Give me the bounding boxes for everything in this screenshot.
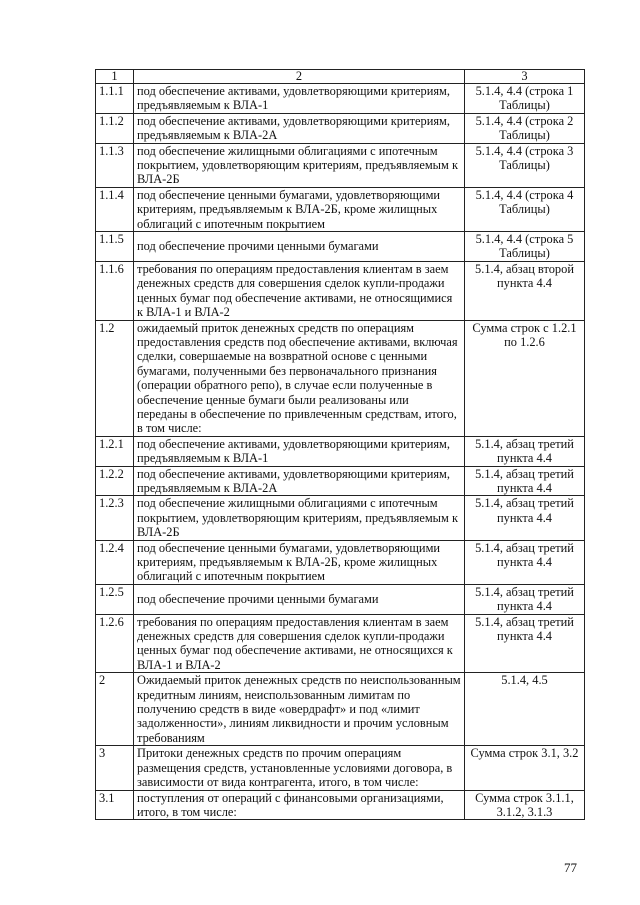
row-reference: 5.1.4, 4.4 (строка 1 Таблицы) [465, 84, 585, 114]
table-row [96, 584, 585, 614]
row-number: 1.2.6 [96, 614, 134, 673]
table-row [96, 261, 585, 320]
row-number: 1.2.3 [96, 496, 134, 540]
row-description: под обеспечение ценными бумагами, удовлетворяющими критериям, предъявляемым к ВЛА-2Б, кроме жилищных облигаций с ипотечным покрытием [134, 187, 465, 231]
row-number: 1.2 [96, 320, 134, 436]
row-reference: 5.1.4, 4.4 (строка 5 Таблицы) [465, 232, 585, 262]
liquidity-table [95, 69, 585, 820]
row-number: 1.1.6 [96, 261, 134, 320]
row-number: 3 [96, 746, 134, 790]
row-description: ожидаемый приток денежных средств по операциям предоставления средств под обеспечение активами, включая сделки, совершаемые на возвратной основе с ценными бумагами, полученными без первоначального признания (операции обратного репо), в случае если полученные в обеспечение ценные бумаги были реализованы или переданы в обеспечение по привлеченным средствам, итого, в том числе: [134, 320, 465, 436]
table-row [96, 232, 585, 262]
table-row [96, 320, 585, 436]
row-number: 1.2.5 [96, 584, 134, 614]
table-row [96, 466, 585, 496]
row-reference: 5.1.4, 4.5 [465, 673, 585, 746]
table-row [96, 436, 585, 466]
row-description: под обеспечение жилищными облигациями с ипотечным покрытием, удовлетворяющим критериям, предъявляемым к ВЛА-2Б [134, 143, 465, 187]
table-row [96, 84, 585, 114]
row-reference: 5.1.4, абзац третий пункта 4.4 [465, 496, 585, 540]
table-row [96, 790, 585, 820]
row-reference: Сумма строк с 1.2.1 по 1.2.6 [465, 320, 585, 436]
row-reference: 5.1.4, абзац третий пункта 4.4 [465, 540, 585, 584]
row-number: 1.1.5 [96, 232, 134, 262]
row-reference: 5.1.4, абзац третий пункта 4.4 [465, 466, 585, 496]
page-number: 77 [564, 860, 577, 875]
row-description: под обеспечение ценными бумагами, удовлетворяющими критериям, предъявляемым к ВЛА-2Б, кроме жилищных облигаций с ипотечным покрытием [134, 540, 465, 584]
row-reference: Сумма строк 3.1.1, 3.1.2, 3.1.3 [465, 790, 585, 820]
row-reference: 5.1.4, 4.4 (строка 4 Таблицы) [465, 187, 585, 231]
row-number: 1.1.3 [96, 143, 134, 187]
row-description: под обеспечение активами, удовлетворяющими критериям, предъявляемым к ВЛА-1 [134, 84, 465, 114]
table-row [96, 746, 585, 790]
row-description: Ожидаемый приток денежных средств по неиспользованным кредитным линиям, неиспользованным лимитам по получению средств в виде «овердрафт» и под «лимит задолженности», линиям ликвидности и прочим условным требованиям [134, 673, 465, 746]
row-reference: 5.1.4, абзац третий пункта 4.4 [465, 436, 585, 466]
row-description: требования по операциям предоставления клиентам в заем денежных средств для совершения сделок купли-продажи ценных бумаг под обеспечение активами, не относящимися к ВЛА-1 и ВЛА-2 [134, 261, 465, 320]
row-number: 1.2.2 [96, 466, 134, 496]
row-number: 1.1.4 [96, 187, 134, 231]
table-header-row [96, 70, 585, 84]
row-reference: 5.1.4, 4.4 (строка 3 Таблицы) [465, 143, 585, 187]
row-number: 2 [96, 673, 134, 746]
row-number: 3.1 [96, 790, 134, 820]
row-description: под обеспечение активами, удовлетворяющими критериям, предъявляемым к ВЛА-1 [134, 436, 465, 466]
table-row [96, 614, 585, 673]
row-number: 1.1.1 [96, 84, 134, 114]
table-row [96, 540, 585, 584]
row-reference: Сумма строк 3.1, 3.2 [465, 746, 585, 790]
row-number: 1.2.1 [96, 436, 134, 466]
row-description: Притоки денежных средств по прочим операциям размещения средств, установленные условиями договора, в зависимости от вида контрагента, итого, в том числе: [134, 746, 465, 790]
header-col-1: 1 [96, 70, 134, 84]
row-description: под обеспечение активами, удовлетворяющими критериям, предъявляемым к ВЛА-2А [134, 466, 465, 496]
header-col-2: 2 [134, 70, 465, 84]
header-col-3: 3 [465, 70, 585, 84]
table-row [96, 673, 585, 746]
row-description: поступления от операций с финансовыми организациями, итого, в том числе: [134, 790, 465, 820]
table-row [96, 143, 585, 187]
row-description: под обеспечение прочими ценными бумагами [134, 584, 465, 614]
row-description: под обеспечение прочими ценными бумагами [134, 232, 465, 262]
row-number: 1.2.4 [96, 540, 134, 584]
row-reference: 5.1.4, абзац второй пункта 4.4 [465, 261, 585, 320]
row-description: под обеспечение активами, удовлетворяющими критериям, предъявляемым к ВЛА-2А [134, 113, 465, 143]
table-row [96, 496, 585, 540]
row-reference: 5.1.4, абзац третий пункта 4.4 [465, 584, 585, 614]
row-reference: 5.1.4, 4.4 (строка 2 Таблицы) [465, 113, 585, 143]
table-row [96, 113, 585, 143]
table-row [96, 187, 585, 231]
row-number: 1.1.2 [96, 113, 134, 143]
row-description: под обеспечение жилищными облигациями с ипотечным покрытием, удовлетворяющим критериям, предъявляемым к ВЛА-2Б [134, 496, 465, 540]
row-reference: 5.1.4, абзац третий пункта 4.4 [465, 614, 585, 673]
row-description: требования по операциям предоставления клиентам в заем денежных средств для совершения сделок купли-продажи ценных бумаг под обеспечение активами, не относящихся к ВЛА-1 и ВЛА-2 [134, 614, 465, 673]
